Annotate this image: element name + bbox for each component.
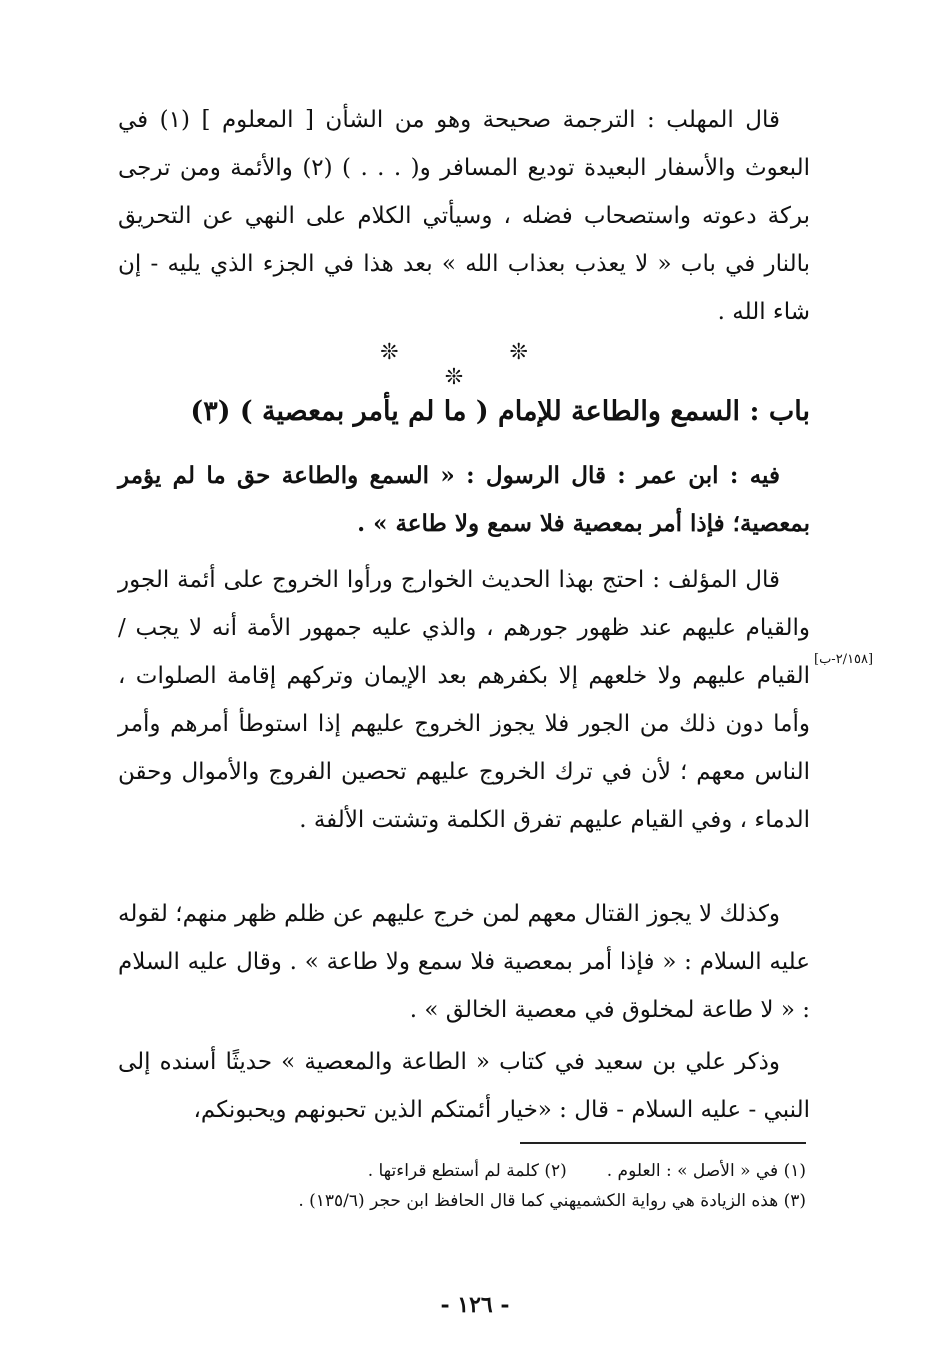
paragraph-muhallab: قال المهلب : الترجمة صحيحة وهو من الشأن [ المعلوم ] (١) في البعوث والأسفار البعيدة توديع المسافر و( . . . ) (٢) والأئمة ومن ترجى بركة دعوته واستصحاب فضله ، وسيأتي الكلام على النهي عن التحريق بالنار في باب « لا يعذب بعذاب الله » بعد هذا في الجزء الذي يليه - إن شاء الله . bbox=[118, 107, 810, 325]
hadith-text: فيه : ابن عمر : قال الرسول : « السمع والطاعة حق ما لم يؤمر بمعصية؛ فإذا أمر بمعصية فلا سمع ولا طاعة » . bbox=[118, 462, 810, 537]
footnote-2: (٢) كلمة لم أستطع قراءتها . bbox=[367, 1161, 567, 1181]
page-number: - ١٢٦ - bbox=[440, 1292, 510, 1318]
section-separator-stars: ❊ ❊ ❊ bbox=[380, 340, 580, 390]
chapter-title: باب : السمع والطاعة للإمام ( ما لم يأمر بمعصية ) (٣) bbox=[190, 396, 810, 427]
text-block-ali-ibn-said bbox=[118, 1038, 810, 1134]
footnotes bbox=[200, 1156, 806, 1216]
paragraph-fighting: وكذلك لا يجوز القتال معهم لمن خرج عليهم عن ظلم ظهر منهم؛ لقوله عليه السلام : « فإذا أمر بمعصية فلا سمع ولا طاعة » . وقال عليه السلام : « لا طاعة لمخلوق في معصية الخالق » . bbox=[118, 901, 810, 1023]
paragraph-ali-ibn-said: وذكر علي بن سعيد في كتاب « الطاعة والمعصية » حديثًا أسنده إلى النبي - عليه السلام - قال : «خيار أئمتكم الذين تحبونهم ويحبونكم، bbox=[118, 1049, 810, 1123]
manuscript-folio-marker: [٢/١٥٨-ب] bbox=[814, 652, 874, 667]
text-block-fighting bbox=[118, 890, 810, 1034]
footnote-3: (٣) هذه الزيادة هي رواية الكشميهني كما قال الحافظ ابن حجر (١٣٥/٦) . bbox=[298, 1191, 806, 1211]
hadith-block bbox=[118, 452, 810, 548]
footnote-separator-rule bbox=[520, 1142, 806, 1144]
text-block-commentary bbox=[118, 556, 810, 844]
paragraph-author-commentary: قال المؤلف : احتج بهذا الحديث الخوارج ورأوا الخروج على أئمة الجور والقيام عليهم عند ظهور جورهم ، والذي عليه جمهور الأمة أنه لا يجب / القيام عليهم ولا خلعهم إلا بكفرهم بعد الإيمان وتركهم إقامة الصلوات ، وأما دون ذلك من الجور فلا يجوز الخروج عليهم إذا استوطأ أمرهم وأمر الناس معهم ؛ لأن في ترك الخروج عليهم تحصين الفروج والأموال وحقن الدماء ، وفي القيام عليهم تفرق الكلمة وتشتت الألفة . bbox=[118, 567, 810, 833]
footnote-1: (١) في « الأصل » : العلوم . bbox=[606, 1161, 806, 1181]
text-block-top bbox=[118, 96, 810, 336]
footnote-row-1 bbox=[200, 1156, 806, 1186]
